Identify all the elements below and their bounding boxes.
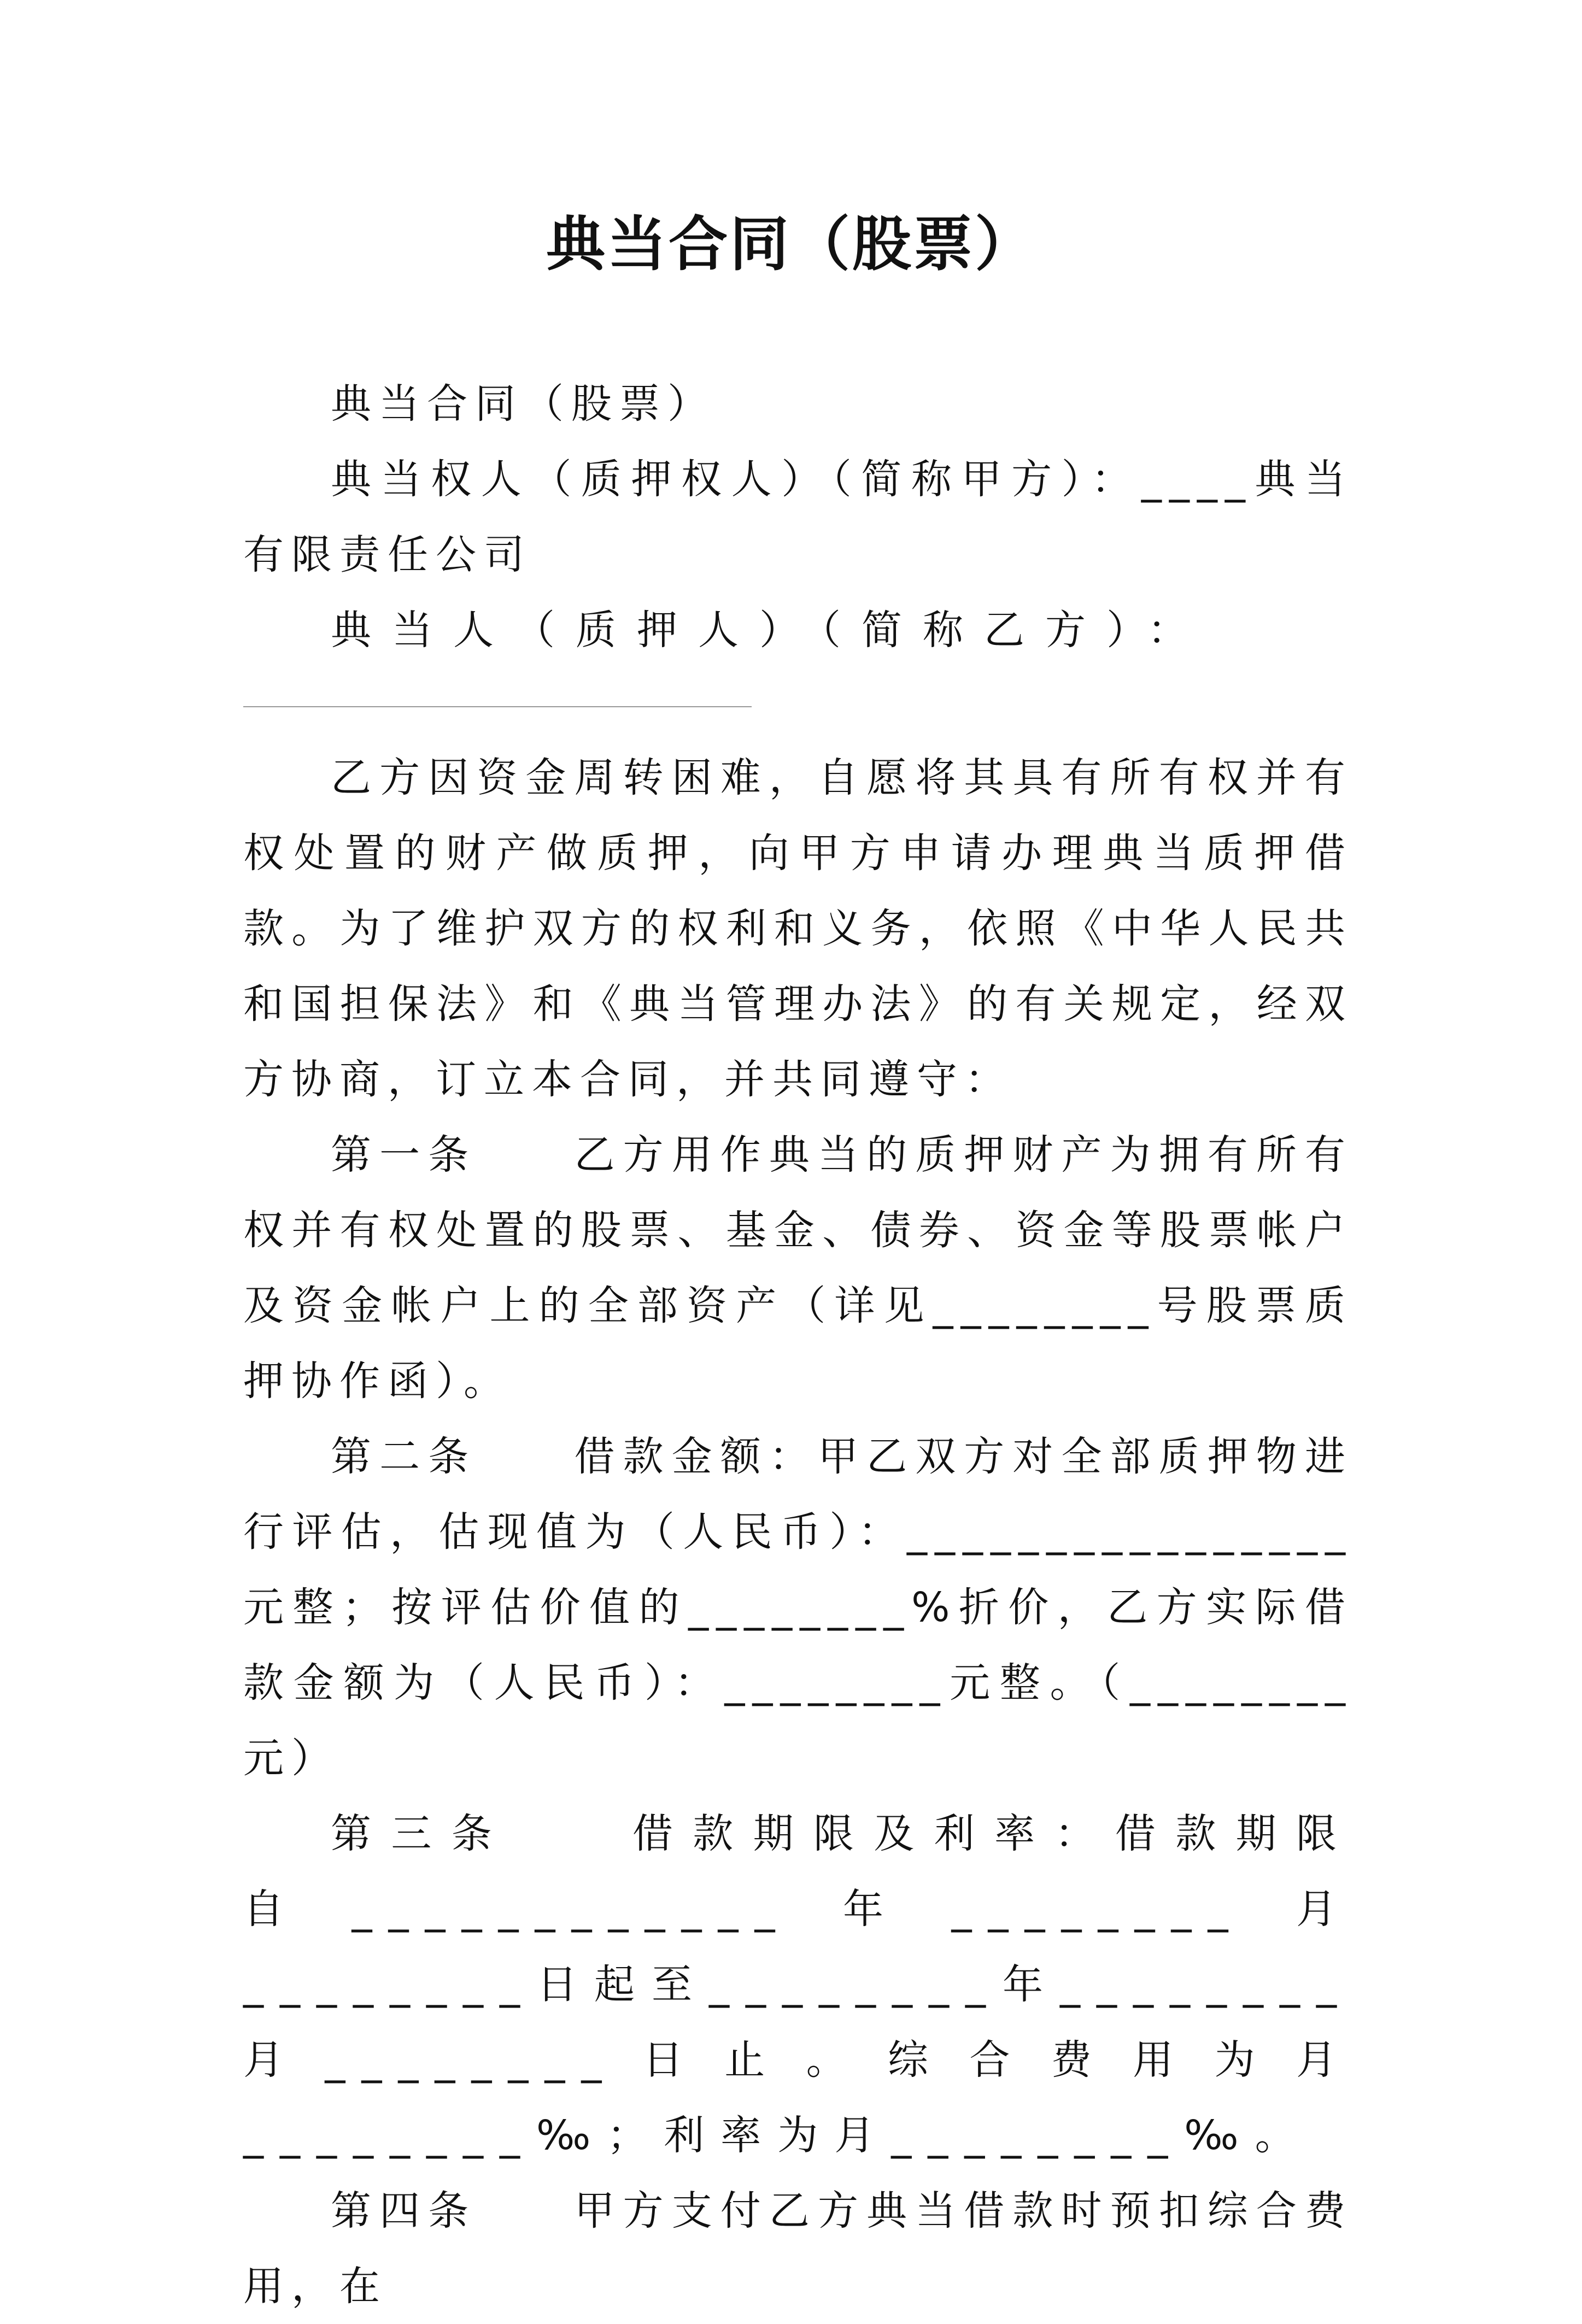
paragraph-article-4: 第四条 甲方支付乙方典当借款时预扣综合费用，在 <box>243 2187 1353 2310</box>
paragraph-article-3: 第三条 借款期限及利率：借款期限自____________年________月________日起至________年________月________日止。综合费用为月________‰；利率为月________‰。 <box>243 1810 1353 2159</box>
paragraph-heading: 典当合同（股票） <box>331 380 716 427</box>
paragraph-party-b: 典当人（质押人）（简称乙方）： <box>331 607 1209 654</box>
document-body <box>243 366 1353 2324</box>
document-title: 典当合同（股票） <box>546 210 1036 279</box>
paragraph-article-2: 第二条 借款金额：甲乙双方对全部质押物进行评估，估现值为（人民币）：________________元整；按评估价值的________%折价，乙方实际借款金额为（人民币）：________元整。（________元） <box>243 1433 1353 1782</box>
party-b-blank-line <box>243 706 752 707</box>
paragraph-article-1: 第一条 乙方用作典当的质押财产为拥有所有权并有权处置的股票、基金、债券、资金等股票帐户及资金帐户上的全部资产（详见________号股票质押协作函）。 <box>243 1131 1353 1405</box>
paragraph-party-a: 典当权人（质押权人）（简称甲方）：____典当有限责任公司 <box>243 456 1353 578</box>
paragraph-preamble: 乙方因资金周转困难，自愿将其具有所有权并有权处置的财产做质押，向甲方申请办理典当质押借款。为了维护双方的权利和义务，依照《中华人民共和国担保法》和《典当管理办法》的有关规定，经双方协商，订立本合同，并共同遵守： <box>243 754 1353 1103</box>
